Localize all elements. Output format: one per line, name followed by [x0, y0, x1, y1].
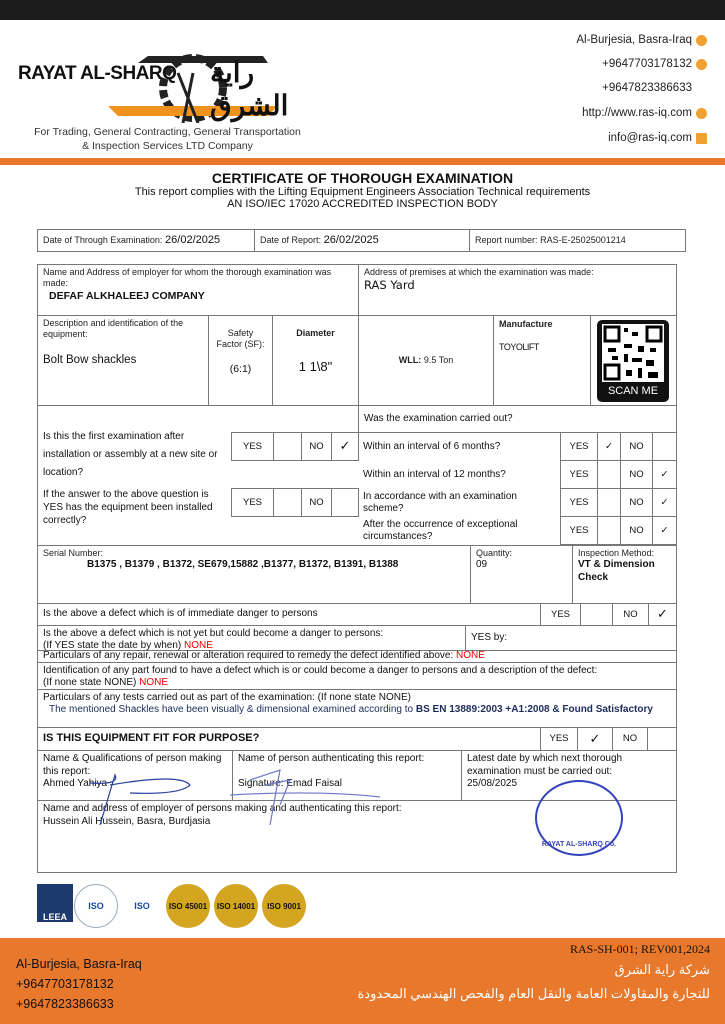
fit-yes-check[interactable]: ✓	[577, 727, 613, 751]
carried-yes-box[interactable]	[597, 488, 621, 517]
mail-icon	[696, 133, 707, 144]
installed-no[interactable]: NO	[301, 488, 332, 517]
contact-phone2: +9647823386633	[602, 82, 692, 94]
carried-question: After the occurrence of exceptional circumstances?	[363, 518, 518, 542]
diameter-cell: Diameter 1 1\8"	[272, 315, 359, 406]
immediate-yes[interactable]: YES	[540, 603, 581, 626]
repair-row: Particulars of any repair, renewal or alteration required to remedy the defect identified above: NONE	[37, 650, 677, 663]
maker-cell: Name & Qualifications of person making this report: Ahmed Yahiya	[37, 750, 233, 801]
employer-cell: Name and Address of employer for whom the thorough examination was made: DEFAF ALKHALEEJ COMPANY	[37, 264, 359, 316]
logo-text-en: RAYAT AL-SHARQ	[18, 63, 177, 84]
installed-no-box[interactable]	[331, 488, 359, 517]
fit-yes[interactable]: YES	[540, 727, 578, 751]
location-pin-icon	[696, 35, 707, 46]
iso-45001-badge: ISO 45001	[166, 884, 210, 928]
manufacture-cell: Manufacture TOYOLIFT	[493, 315, 591, 406]
carried-yes[interactable]: YES	[560, 516, 598, 545]
carried-no-box[interactable]	[652, 432, 677, 461]
tagline: For Trading, General Contracting, General Transportation & Inspection Services LTD Company	[34, 126, 301, 153]
installed-yes[interactable]: YES	[231, 488, 274, 517]
tests-row: Particulars of any tests carried out as part of the examination: (If none state NONE) The mentioned Shackles have been visually & dimensional examined according to BS EN 13889:2003 +A1:2008 & Found Satisfactory	[37, 689, 677, 728]
carried-no[interactable]: NO	[620, 460, 653, 489]
immediate-yes-box[interactable]	[580, 603, 613, 626]
first-exam-no[interactable]: NO	[301, 432, 332, 461]
wll-cell: WLL: 9.5 Ton	[358, 315, 494, 406]
carried-yes[interactable]: YES	[560, 488, 598, 517]
safety-factor-cell: Safety Factor (SF): (6:1)	[208, 315, 273, 406]
footer-ar-desc: للتجارة والمقاولات العامة والنقل العام والفحص الهندسي المحدودة	[357, 986, 710, 1001]
globe-icon	[696, 108, 707, 119]
leea-badge: LEEA	[37, 884, 73, 922]
authenticator-cell: Name of person authenticating this report: Signature: Emad Faisal	[232, 750, 462, 801]
footer	[0, 938, 725, 1024]
iso-17020-badge: ISO	[74, 884, 118, 928]
signatures	[60, 755, 440, 835]
immediate-danger: Is the above a defect which is of immediate danger to persons	[37, 603, 541, 626]
carried-no-box[interactable]: ✓	[652, 488, 677, 517]
immediate-no-check[interactable]: ✓	[648, 603, 677, 626]
not-yet-danger: Is the above a defect which is not yet but could become a danger to persons: (If YES state the date by when) NONE	[37, 625, 466, 651]
carried-no[interactable]: NO	[620, 516, 653, 545]
contact-address: Al-Burjesia, Basra-Iraq	[576, 34, 707, 46]
report-date: Date of Report: 26/02/2025	[254, 229, 470, 252]
installed-question: If the answer to the above question is YES has the equipment been installed correctly?	[43, 489, 213, 526]
exam-date: Date of Through Examination: 26/02/2025	[37, 229, 255, 252]
qr-cell	[590, 315, 677, 406]
immediate-no[interactable]: NO	[612, 603, 649, 626]
identification-row: Identification of any part found to have a defect which is or could become a danger to persons and a description of the defect: (If none state NONE) NONE	[37, 662, 677, 690]
qr-code-icon	[602, 324, 664, 382]
first-exam-question: Is this the first examination after installation or assembly at a new site or location?	[43, 431, 218, 478]
installed-yes-box[interactable]	[273, 488, 302, 517]
premises-cell: Address of premises at which the examination was made: RAS Yard	[358, 264, 677, 316]
top-bar	[0, 0, 725, 20]
carried-out-header: Was the examination carried out?	[358, 405, 677, 433]
contact-email[interactable]: info@ras-iq.com	[608, 132, 707, 144]
yes-by: YES by:	[465, 625, 677, 651]
report-number: Report number: RAS-E-25025001214	[469, 229, 686, 252]
method-cell: Inspection Method: VT & Dimension Check	[572, 545, 677, 604]
iso-9001-badge: ISO 9001	[262, 884, 306, 928]
phone-icon	[696, 59, 707, 70]
contact-phone1: +9647703178132	[602, 58, 707, 70]
fit-no-box[interactable]	[647, 727, 677, 751]
footer-ar-name: شركة راية الشرق	[614, 962, 710, 977]
header-divider	[0, 158, 725, 165]
certificate-title: CERTIFICATE OF THOROUGH EXAMINATION This report complies with the Lifting Equipment Engineers Association Technical requirements AN ISO/IEC 17020 ACCREDITED INSPECTION BODY	[134, 170, 591, 210]
logo-text-ar: راية الشرق	[210, 57, 289, 121]
serial-cell: Serial Number: B1375 , B1379 , B1372, SE679,15882 ,B1377, B1372, B1391, B1388	[37, 545, 471, 604]
first-exam-yes-box[interactable]	[273, 432, 302, 461]
iso-14001-badge: ISO 14001	[214, 884, 258, 928]
company-stamp: RAYAT AL-SHARQ Co.	[535, 780, 623, 856]
footer-contacts: Al-Burjesia, Basra-Iraq +9647703178132 +9647823386633	[16, 957, 142, 1011]
fit-no[interactable]: NO	[612, 727, 648, 751]
carried-yes-box[interactable]: ✓	[597, 432, 621, 461]
carried-question: Within an interval of 6 months?	[363, 440, 501, 452]
footer-code: RAS-SH-001; REV001,2024	[569, 942, 710, 956]
carried-no[interactable]: NO	[620, 432, 653, 461]
carried-question: Within an interval of 12 months?	[363, 468, 506, 480]
carried-yes-box[interactable]	[597, 460, 621, 489]
carried-yes-box[interactable]	[597, 516, 621, 545]
carried-no-box[interactable]: ✓	[652, 516, 677, 545]
fit-for-purpose: IS THIS EQUIPMENT FIT FOR PURPOSE?	[37, 727, 541, 751]
carried-yes[interactable]: YES	[560, 432, 598, 461]
employer-persons-cell: Name and address of employer of persons making and authenticating this report: Hussein Ali Hussein, Basra, Burdjasia	[37, 800, 677, 873]
next-exam-cell: Latest date by which next thorough examination must be carried out: 25/08/2025	[461, 750, 677, 801]
contact-website[interactable]: http://www.ras-iq.com	[582, 107, 707, 119]
carried-no[interactable]: NO	[620, 488, 653, 517]
first-exam-yes[interactable]: YES	[231, 432, 274, 461]
first-exam-no-check[interactable]: ✓	[331, 432, 359, 461]
carried-yes[interactable]: YES	[560, 460, 598, 489]
carried-question: In accordance with an examination scheme?	[363, 490, 517, 514]
quantity-cell: Quantity: 09	[470, 545, 573, 604]
carried-no-box[interactable]: ✓	[652, 460, 677, 489]
description-cell: Description and identification of the equipment: Bolt Bow shackles	[37, 315, 209, 406]
iso-17024-badge: ISO	[134, 901, 150, 911]
company-logo	[18, 28, 318, 123]
qr-code[interactable]: SCAN ME	[597, 320, 669, 402]
